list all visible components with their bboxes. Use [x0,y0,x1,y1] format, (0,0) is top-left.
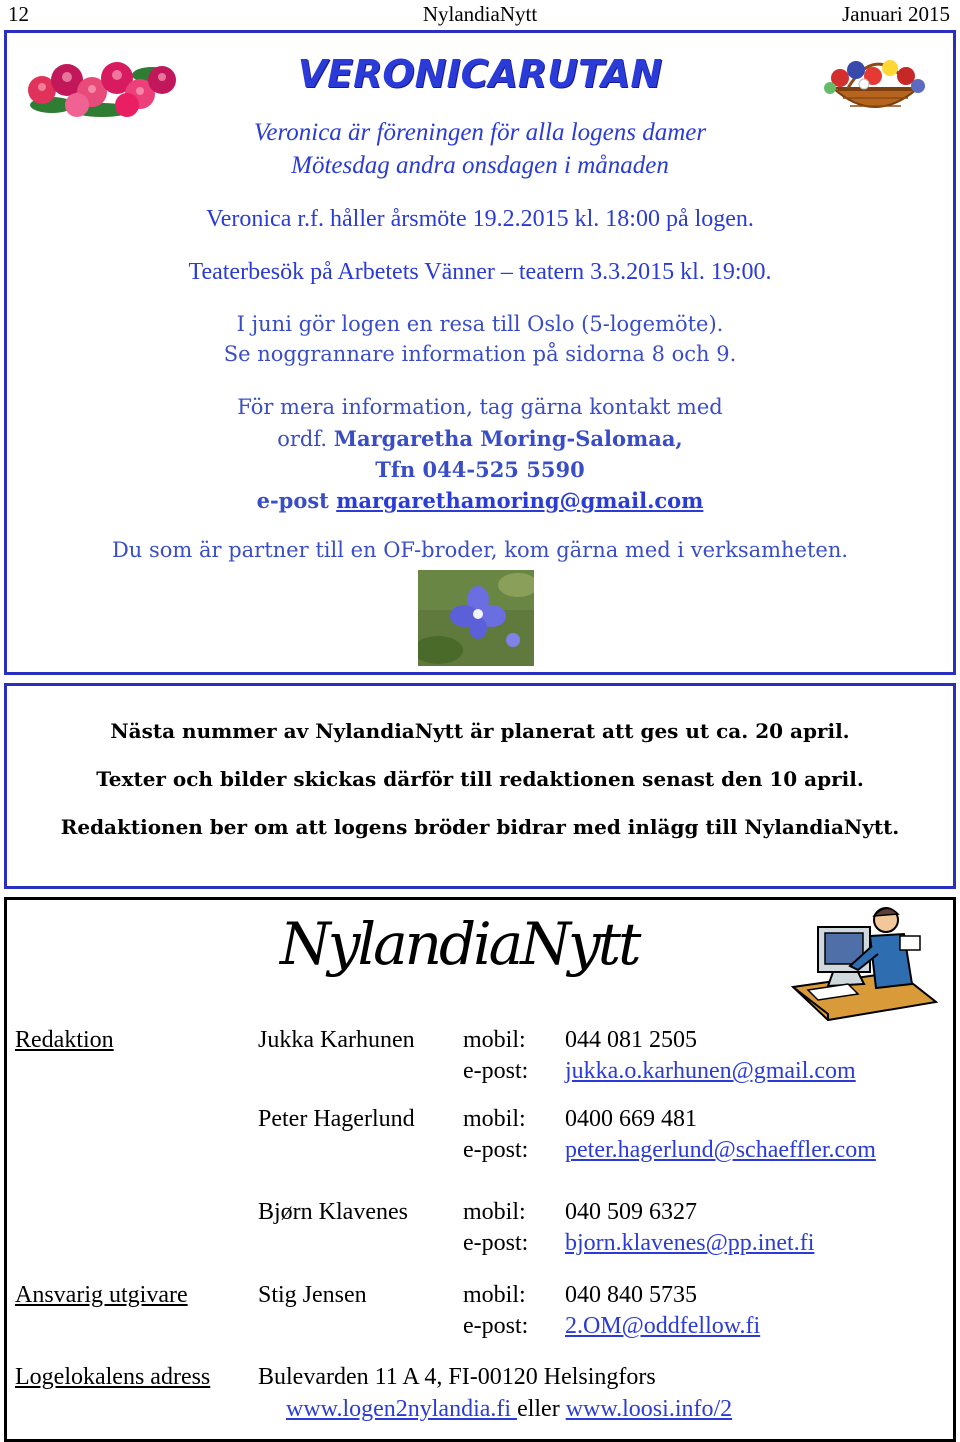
publisher-name: Stig Jensen [258,1282,367,1308]
editor-2-name: Peter Hagerlund [258,1106,415,1132]
publisher-mobile-label: mobil: [463,1282,526,1308]
issue-date: Januari 2015 [842,2,950,26]
veronica-contact-email [0,488,960,513]
publisher-label: Ansvarig utgivare [15,1282,188,1308]
editor-3-email-label: e-post: [463,1230,529,1256]
editor-1-mobile-label: mobil: [463,1027,526,1053]
editor-1-name: Jukka Karhunen [258,1027,415,1053]
editor-2-mobile: 0400 669 481 [565,1106,697,1132]
contact-person: Margaretha Moring-Salomaa, [333,426,683,451]
veronica-subtitle-1: Veronica är föreningen för alla logens damer [253,119,707,146]
editor-1-email-label: e-post: [463,1058,529,1084]
editor-3-name: Bjørn Klavenes [258,1199,408,1225]
publisher-mobile: 040 840 5735 [565,1282,697,1308]
veronica-oslo-trip: I juni gör logen en resa till Oslo (5-logemöte). [236,312,724,336]
editor-2-email-link[interactable]: peter.hagerlund@schaeffler.com [565,1137,876,1163]
address-label: Logelokalens adress [15,1364,211,1390]
web-link-separator: eller [517,1396,566,1422]
contact-email-link[interactable]: margarethamoring@gmail.com [336,488,704,513]
next-issue-date: Nästa nummer av NylandiaNytt är planerat att ges ut ca. 20 april. [110,719,850,743]
veronica-flower-photo [418,570,534,666]
publisher-email-label: e-post: [463,1313,529,1339]
publisher-email-link[interactable]: 2.OM@oddfellow.fi [565,1313,761,1339]
page-number: 12 [8,2,29,26]
veronica-see-pages: Se noggrannare information på sidorna 8 och 9. [223,342,737,366]
editor-1-mobile: 044 081 2505 [565,1027,697,1053]
veronica-subtitle-2: Mötesdag andra onsdagen i månaden [291,152,669,179]
veronica-contact-name [0,426,960,451]
editor-2-mobile-label: mobil: [463,1106,526,1132]
editor-3-mobile: 040 509 6327 [565,1199,697,1225]
contact-role: ordf. [277,427,334,451]
web-links [286,1396,732,1423]
web-link-logen2nylandia[interactable]: www.logen2nylandia.fi [286,1396,518,1422]
computer-user-clipart [788,902,938,1022]
contribution-request: Redaktionen ber om att logens bröder bidrar med inlägg till NylandiaNytt. [60,815,900,839]
email-label: e-post [256,488,337,513]
veronica-title: VERONICARUTAN [297,52,663,96]
publication-name: NylandiaNytt [422,2,538,26]
veronica-annual-meeting: Veronica r.f. håller årsmöte 19.2.2015 kl. 18:00 på logen. [206,206,754,232]
editor-3-email-link[interactable]: bjorn.klavenes@pp.inet.fi [565,1230,815,1256]
veronica-partner-invite: Du som är partner till en OF-broder, kom gärna med i verksamheten. [111,538,849,562]
web-link-loosi[interactable]: www.loosi.info/2 [565,1396,733,1422]
submission-deadline: Texter och bilder skickas därför till redaktionen senast den 10 april. [96,767,864,791]
editor-1-email-link[interactable]: jukka.o.karhunen@gmail.com [565,1058,856,1084]
veronica-contact-phone: Tfn 044-525 5590 [375,457,585,482]
lodge-address: Bulevarden 11 A 4, FI-00120 Helsingfors [258,1364,656,1390]
editorial-label: Redaktion [15,1027,114,1053]
editor-3-mobile-label: mobil: [463,1199,526,1225]
masthead-title: NylandiaNytt [280,910,639,978]
editor-2-email-label: e-post: [463,1137,529,1163]
veronica-theatre-visit: Teaterbesök på Arbetets Vänner – teatern 3.3.2015 kl. 19:00. [188,259,772,285]
veronica-contact-intro: För mera information, tag gärna kontakt med [237,395,723,419]
